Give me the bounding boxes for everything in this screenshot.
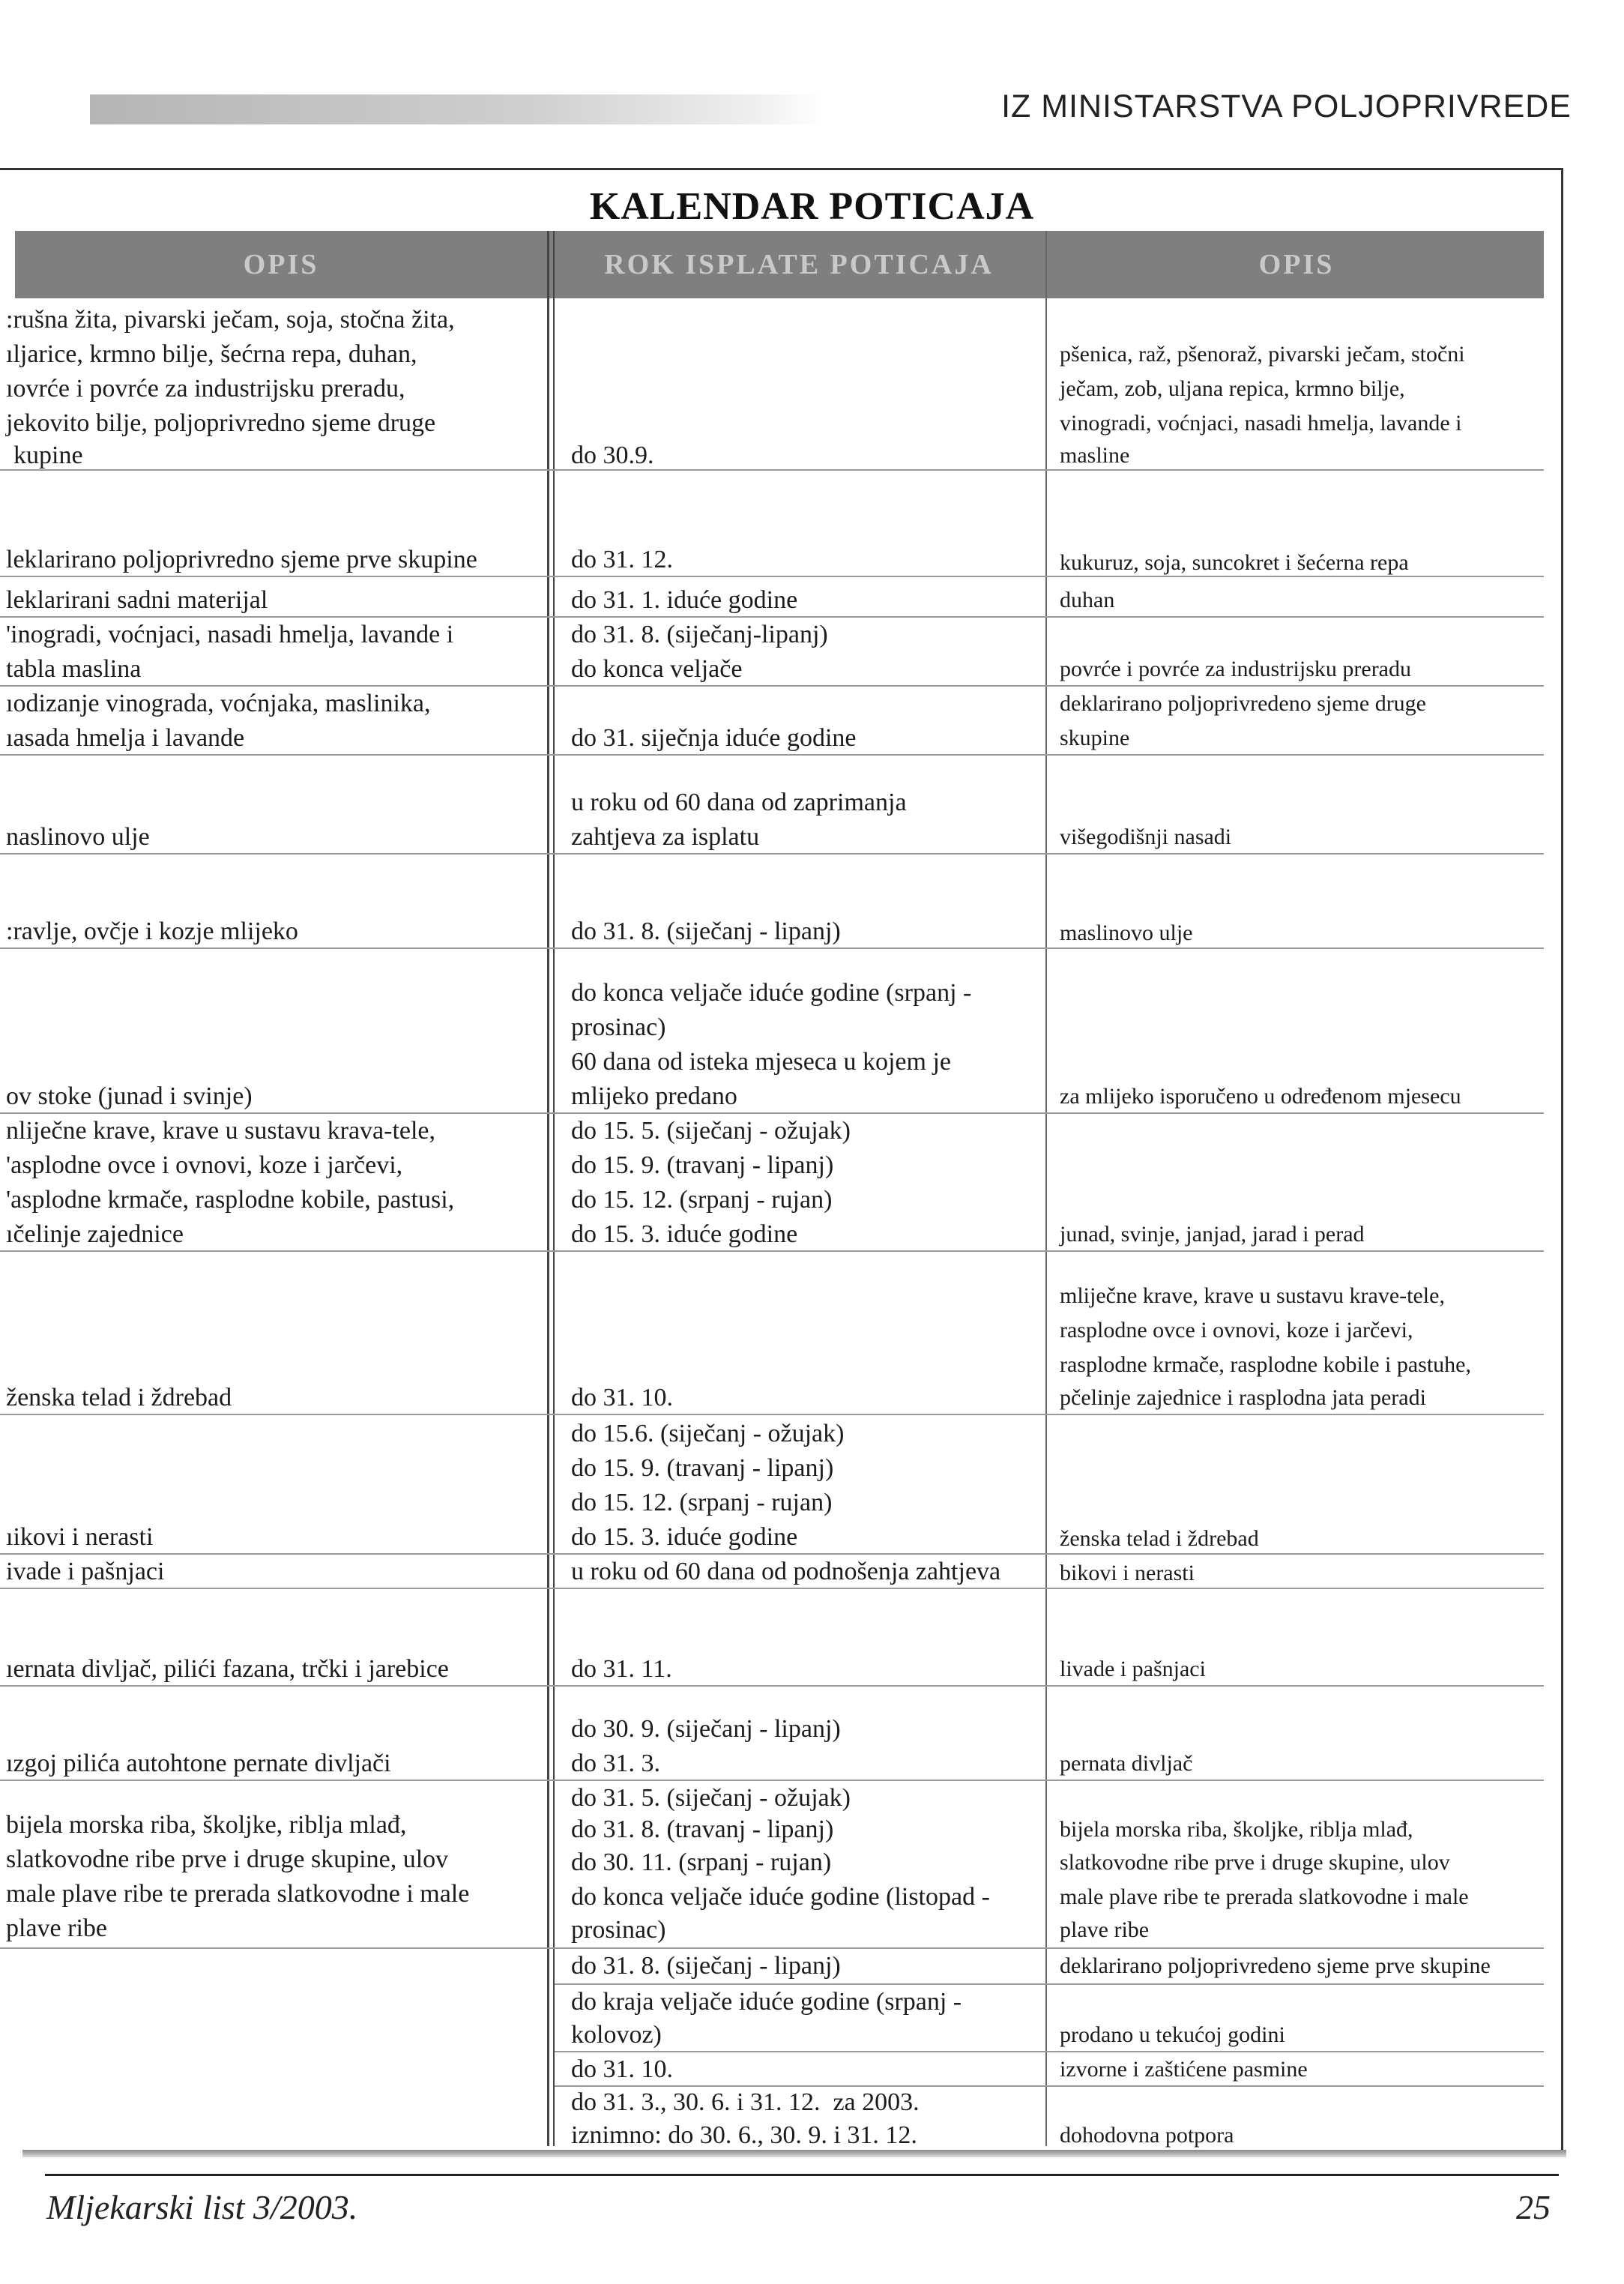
column-header-opis-right: OPIS: [1258, 249, 1335, 280]
right-description-line: masline: [1060, 443, 1130, 468]
payment-deadline-line: prosinac): [571, 1916, 666, 1944]
right-description-line: bikovi i nerasti: [1060, 1561, 1195, 1585]
payment-deadline-line: do 31. 3., 30. 6. i 31. 12. za 2003.: [571, 2088, 920, 2116]
header-decorative-band: [90, 94, 824, 124]
payment-deadline-line: do 15. 3. iduće godine: [571, 1220, 798, 1248]
right-description-line: maslinovo ulje: [1060, 920, 1193, 945]
right-description-line: ječam, zob, uljana repica, krmno bilje,: [1060, 376, 1405, 401]
left-description-line: leklarirani sadni materijal: [6, 586, 268, 614]
left-description-line: leklarirano poljoprivredno sjeme prve skupine: [6, 546, 477, 573]
right-description-line: vinogradi, voćnjaci, nasadi hmelja, lavande i: [1060, 411, 1462, 436]
payment-deadline-line: do 31. 5. (siječanj - ožujak): [571, 1784, 851, 1812]
payment-deadline-line: do 15. 5. (siječanj - ožujak): [571, 1117, 851, 1145]
payment-deadline-line: kolovoz): [571, 2021, 662, 2049]
left-description-line: ıasada hmelja i lavande: [6, 724, 245, 752]
calendar-title: KALENDAR POTICAJA: [589, 185, 1035, 228]
payment-deadline-line: do 31. 11.: [571, 1655, 672, 1683]
right-description-line: male plave ribe te prerada slatkovodne i male: [1060, 1884, 1469, 1909]
page-number: 25: [1516, 2188, 1551, 2226]
right-description-line: pčelinje zajednice i rasplodna jata peradi: [1060, 1385, 1426, 1410]
left-description-line: male plave ribe te prerada slatkovodne i male: [6, 1880, 470, 1908]
payment-deadline-line: do konca veljače iduće godine (listopad -: [571, 1883, 990, 1911]
left-description-line: ıernata divljač, pilići fazana, trčki i jarebice: [6, 1655, 449, 1683]
payment-deadline-line: do 31. 1. iduće godine: [571, 586, 798, 614]
left-description-line: ženska telad i ždrebad: [6, 1384, 232, 1411]
payment-deadline-line: do 31. 10.: [571, 2055, 673, 2083]
left-description-line: tabla maslina: [6, 655, 142, 683]
right-description-line: junad, svinje, janjad, jarad i perad: [1060, 1222, 1365, 1247]
payment-deadline-line: do 31. 8. (siječanj - lipanj): [571, 917, 841, 945]
column-divider: [1045, 231, 1047, 2146]
payment-deadline-line: do konca veljače: [571, 655, 743, 683]
right-description-line: za mlijeko isporučeno u određenom mjesecu: [1060, 1084, 1461, 1109]
payment-deadline-line: do 31. 8. (travanj - lipanj): [571, 1816, 834, 1843]
row-divider: [555, 2051, 1544, 2052]
right-description-line: ženska telad i ždrebad: [1060, 1526, 1259, 1551]
right-description-line: skupine: [1060, 726, 1130, 750]
left-description-line: naslinovo ulje: [6, 823, 150, 851]
right-description-line: bijela morska riba, školjke, riblja mlađ,: [1060, 1817, 1413, 1842]
right-description-line: povrće i povrće za industrijsku preradu: [1060, 657, 1411, 681]
section-title: IZ MINISTARSTVA POLJOPRIVREDE: [1001, 88, 1572, 124]
right-description-line: livade i pašnjaci: [1060, 1657, 1206, 1681]
payment-deadline-line: mlijeko predano: [571, 1082, 737, 1110]
payment-deadline-line: do 15. 9. (travanj - lipanj): [571, 1151, 834, 1179]
payment-deadline-line: do 31. 8. (siječanj - lipanj): [571, 1952, 841, 1980]
right-description-line: pernata divljač: [1060, 1751, 1193, 1776]
payment-deadline-line: do 15. 12. (srpanj - rujan): [571, 1489, 833, 1516]
payment-deadline-line: do 31. siječnja iduće godine: [571, 724, 857, 752]
column-header-opis-left: OPIS: [243, 249, 319, 280]
right-description-line: kukuruz, soja, suncokret i šećerna repa: [1060, 550, 1409, 575]
payment-deadline-line: iznimno: do 30. 6., 30. 9. i 31. 12.: [571, 2121, 917, 2149]
right-description-line: slatkovodne ribe prve i druge skupine, ulov: [1060, 1850, 1450, 1875]
left-description-line: nliječne krave, krave u sustavu krava-tele,: [6, 1117, 436, 1145]
right-description-line: duhan: [1060, 588, 1115, 612]
payment-deadline-line: do 30. 11. (srpanj - rujan): [571, 1848, 832, 1876]
right-description-line: dohodovna potpora: [1060, 2123, 1234, 2148]
left-description-line: ivade i pašnjaci: [6, 1558, 165, 1585]
right-description-line: višegodišnji nasadi: [1060, 825, 1232, 849]
right-description-line: rasplodne krmače, rasplodne kobile i pastuhe,: [1060, 1352, 1471, 1377]
right-description-line: deklarirano poljoprivredeno sjeme druge: [1060, 691, 1426, 716]
payment-deadline-line: zahtjeva za isplatu: [571, 823, 760, 851]
right-description-line: prodano u tekućoj godini: [1060, 2022, 1285, 2047]
payment-deadline-line: do 31. 10.: [571, 1384, 673, 1411]
left-description-line: ov stoke (junad i svinje): [6, 1082, 253, 1110]
payment-deadline-line: do 15.6. (siječanj - ožujak): [571, 1420, 845, 1447]
left-description-line: :rušna žita, pivarski ječam, soja, stočna žita,: [6, 306, 455, 334]
left-description-line: 'inogradi, voćnjaci, nasadi hmelja, lavande i: [6, 621, 454, 648]
column-header-rok-isplate: ROK ISPLATE POTICAJA: [604, 249, 994, 280]
left-description-line: ıovrće i povrće za industrijsku preradu,: [6, 375, 405, 403]
payment-deadline-line: do 31. 8. (siječanj-lipanj): [571, 621, 828, 648]
payment-deadline-line: do 15. 9. (travanj - lipanj): [571, 1454, 834, 1482]
left-description-line: ızgoj pilića autohtone pernate divljači: [6, 1750, 391, 1777]
left-description-line: :ravlje, ovčje i kozje mlijeko: [6, 917, 298, 945]
payment-deadline-line: do 15. 12. (srpanj - rujan): [571, 1186, 833, 1214]
payment-deadline-line: do 30.9.: [571, 442, 654, 469]
payment-deadline-line: prosinac): [571, 1013, 666, 1041]
left-description-line: plave ribe: [6, 1914, 107, 1942]
left-description-line: ıčelinje zajednice: [6, 1220, 184, 1248]
left-description-line: 'asplodne krmače, rasplodne kobile, pastusi,: [6, 1186, 455, 1214]
left-description-line: ıodizanje vinograda, voćnjaka, maslinika,: [6, 690, 431, 717]
footer-rule: [45, 2174, 1559, 2176]
row-divider: [0, 469, 1544, 471]
left-description-line: 'asplodne ovce i ovnovi, koze i jarčevi,: [6, 1151, 403, 1179]
left-description-line: jekovito bilje, poljoprivredno sjeme druge: [6, 409, 436, 437]
payment-deadline-line: do 15. 3. iduće godine: [571, 1523, 798, 1551]
right-description-line: mliječne krave, krave u sustavu krave-tele,: [1060, 1283, 1445, 1308]
right-description-line: plave ribe: [1060, 1917, 1150, 1942]
payment-deadline-line: do kraja veljače iduće godine (srpanj -: [571, 1988, 962, 2016]
right-description-line: deklarirano poljoprivredeno sjeme prve skupine: [1060, 1953, 1491, 1978]
left-description-line: slatkovodne ribe prve i druge skupine, ulov: [6, 1845, 449, 1873]
left-description-line: kupine: [13, 442, 83, 469]
left-description-line: ıikovi i nerasti: [6, 1523, 154, 1551]
payment-deadline-line: 60 dana od isteka mjeseca u kojem je: [571, 1048, 951, 1076]
row-divider: [0, 853, 1544, 855]
left-description-line: ıljarice, krmno bilje, šećrna repa, duhan,: [6, 340, 417, 368]
payment-deadline-line: do 31. 3.: [571, 1750, 660, 1777]
payment-deadline-line: u roku od 60 dana od podnošenja zahtjeva: [571, 1558, 1001, 1585]
payment-deadline-line: do 31. 12.: [571, 546, 673, 573]
right-description-line: rasplodne ovce i ovnovi, koze i jarčevi,: [1060, 1318, 1413, 1343]
left-description-line: bijela morska riba, školjke, riblja mlađ,: [6, 1811, 407, 1839]
column-divider: [547, 231, 549, 2146]
journal-name: Mljekarski list 3/2003.: [46, 2188, 358, 2226]
payment-deadline-line: do konca veljače iduće godine (srpanj -: [571, 979, 972, 1007]
right-description-line: pšenica, raž, pšenoraž, pivarski ječam, stočni: [1060, 342, 1465, 367]
payment-deadline-line: do 30. 9. (siječanj - lipanj): [571, 1715, 841, 1743]
payment-deadline-line: u roku od 60 dana od zaprimanja: [571, 789, 907, 816]
right-description-line: izvorne i zaštićene pasmine: [1060, 2057, 1308, 2082]
column-divider: [553, 231, 555, 2146]
